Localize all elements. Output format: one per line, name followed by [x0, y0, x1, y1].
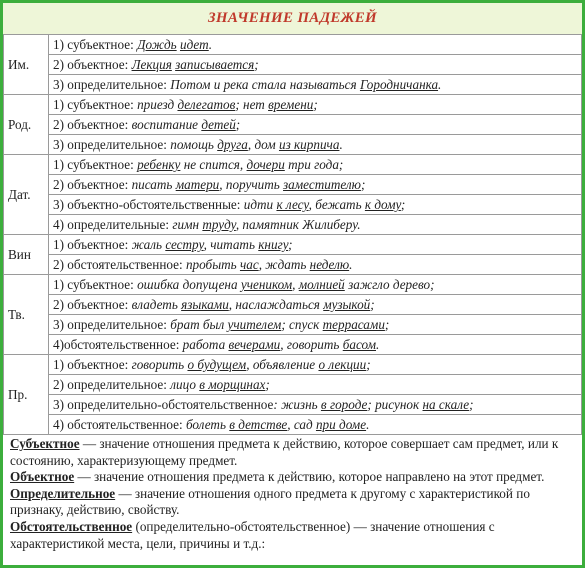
meaning-cell	[49, 355, 582, 375]
example-text: ;	[254, 57, 259, 72]
example	[132, 237, 293, 252]
example-text: , ждать	[258, 257, 310, 272]
meaning-label: 3) определительно-обстоятельственное	[53, 397, 274, 412]
example-text: ,	[292, 277, 299, 292]
example-underlined: к лесу	[276, 197, 309, 212]
example	[273, 397, 473, 412]
meaning-cell	[49, 375, 582, 395]
example	[170, 77, 441, 92]
example	[244, 197, 406, 212]
cases-table	[3, 35, 582, 435]
case-name: Пр.	[4, 355, 49, 435]
example-text: , поручить	[219, 177, 284, 192]
example-underlined: на скале	[422, 397, 470, 412]
example	[170, 377, 270, 392]
example-underlined: делегатов	[177, 97, 236, 112]
example-underlined: террасами	[322, 317, 385, 332]
meaning-cell	[49, 115, 582, 135]
example-text: говорить	[131, 357, 188, 372]
example	[183, 337, 380, 352]
example	[170, 317, 389, 332]
meaning-label: 1) объектное:	[53, 357, 132, 372]
example-text: , объявление	[246, 357, 319, 372]
table-row	[4, 135, 582, 155]
example-underlined: басом	[342, 337, 376, 352]
example-underlined: о будущем	[187, 357, 247, 372]
meaning-label: 2) объектное:	[53, 117, 132, 132]
example-underlined: музыкой	[323, 297, 371, 312]
meaning-cell	[49, 275, 582, 295]
example-underlined: Городничанка	[359, 77, 439, 92]
example-text: не спится,	[180, 157, 247, 172]
example-text: ;	[288, 237, 293, 252]
example-text: , читать	[203, 237, 259, 252]
definition	[10, 486, 576, 519]
table-row	[4, 395, 582, 415]
example-text: .	[376, 337, 380, 352]
example-text: писать	[131, 177, 176, 192]
table-row	[4, 375, 582, 395]
definition	[10, 436, 576, 469]
table-row	[4, 35, 582, 55]
meaning-cell	[49, 335, 582, 355]
example-text: три года;	[284, 157, 344, 172]
case-name: Вин	[4, 235, 49, 275]
example-underlined: Дождь	[137, 37, 177, 52]
example-underlined: книгу	[258, 237, 289, 252]
example-underlined: в морщинах	[199, 377, 266, 392]
example-text: : жизнь	[273, 397, 321, 412]
table-row	[4, 355, 582, 375]
example-text: ;	[360, 177, 366, 192]
meaning-cell	[49, 155, 582, 175]
case-name: Им.	[4, 35, 49, 95]
case-name: Род.	[4, 95, 49, 155]
meaning-label: 2) объектное:	[53, 177, 132, 192]
example-text: болеть	[185, 417, 230, 432]
cases-table-body	[4, 35, 582, 435]
table-row	[4, 195, 582, 215]
example-underlined: сестру	[165, 237, 204, 252]
example-text: .	[366, 417, 370, 432]
meaning-cell	[49, 75, 582, 95]
example	[137, 277, 434, 292]
meaning-cell	[49, 215, 582, 235]
definition-text: — значение отношения предмета к действию, которое совершает сам предмет, или к состоянию, характеризующему предмет.	[10, 436, 559, 468]
example-underlined: друга	[217, 137, 248, 152]
example-text: , бежать	[308, 197, 365, 212]
example-text: ;	[313, 97, 318, 112]
example-underlined: час	[239, 257, 259, 272]
example-underlined: языками	[181, 297, 229, 312]
example-text: , говорить	[280, 337, 343, 352]
meaning-label: 4) обстоятельственное:	[53, 417, 186, 432]
meaning-label: 2) объектное:	[53, 297, 132, 312]
example-text: .	[438, 77, 442, 92]
example-text: зажгло дерево;	[344, 277, 435, 292]
example-text: .	[349, 257, 353, 272]
example	[186, 417, 369, 432]
meaning-label: 1) субъектное:	[53, 277, 138, 292]
example	[132, 357, 371, 372]
example-underlined: в городе	[320, 397, 368, 412]
example	[172, 217, 360, 232]
definition-term: Объектное	[10, 469, 75, 485]
example-text: ;	[366, 357, 371, 372]
table-row	[4, 95, 582, 115]
meaning-cell	[49, 135, 582, 155]
definition-text: — значение отношения предмета к действию, которое направлено на этот предмет.	[74, 469, 545, 485]
example	[186, 257, 352, 272]
example	[132, 297, 375, 312]
title-bar	[3, 3, 582, 35]
example	[137, 37, 212, 52]
meaning-label: 2) определительное:	[53, 377, 171, 392]
example-text: , наслаждаться	[228, 297, 324, 312]
definitions	[3, 435, 582, 552]
example-text: ; рисунок	[367, 397, 423, 412]
table-row	[4, 295, 582, 315]
example-underlined: о лекции	[318, 357, 367, 372]
example-underlined: дочери	[246, 157, 285, 172]
definition-text: (определительно-обстоятельственное) — значение отношения с характеристикой места, цели, причины и т.д.:	[10, 518, 495, 551]
example-text: , дом	[247, 137, 279, 152]
meaning-cell	[49, 95, 582, 115]
meaning-label: 2) объектное:	[53, 57, 132, 72]
example-text: .	[208, 37, 213, 52]
example-underlined: идет	[179, 37, 209, 52]
example-text: ;	[384, 317, 390, 332]
example-underlined: вечерами	[228, 337, 281, 352]
meaning-label: 3) определительное:	[53, 77, 171, 92]
example-text: идти	[243, 197, 277, 212]
case-name: Дат.	[4, 155, 49, 235]
definition-term: Определительное	[10, 485, 116, 501]
example-text: ; спуск	[281, 317, 323, 332]
meaning-label: 1) объектное:	[53, 237, 132, 252]
meaning-label: 1) субъектное:	[53, 37, 138, 52]
example-text: ; нет	[235, 97, 269, 112]
example-underlined: молнией	[298, 277, 345, 292]
meaning-cell	[49, 395, 582, 415]
meaning-label: 1) субъектное:	[53, 157, 138, 172]
example-underlined: ребенку	[137, 157, 181, 172]
table-row	[4, 175, 582, 195]
meaning-label: 4)обстоятельственное:	[53, 337, 183, 352]
example-underlined: заместителю	[283, 177, 361, 192]
example-text: ;	[235, 117, 241, 132]
table-row	[4, 255, 582, 275]
meaning-cell	[49, 55, 582, 75]
example	[137, 157, 343, 172]
table-row	[4, 215, 582, 235]
example-text: жаль	[131, 237, 166, 252]
example-underlined: детей	[201, 117, 236, 132]
example-underlined: при доме	[315, 417, 367, 432]
page-title: ЗНАЧЕНИЕ ПАДЕЖЕЙ	[207, 10, 378, 26]
example-text: Потом и река стала называться	[170, 77, 360, 92]
table-row	[4, 275, 582, 295]
example-text: ошибка допущена	[137, 277, 241, 292]
meaning-label: 3) объектно-обстоятельственные:	[53, 197, 244, 212]
meaning-cell	[49, 235, 582, 255]
table-row	[4, 75, 582, 95]
table-row	[4, 235, 582, 255]
example-text: ;	[400, 197, 406, 212]
example-text: воспитание	[131, 117, 202, 132]
example-text: , памятник Жилиберу.	[235, 217, 361, 232]
example-text: гимн	[172, 217, 203, 232]
meaning-cell	[49, 255, 582, 275]
meaning-cell	[49, 415, 582, 435]
definition	[10, 519, 576, 552]
example-underlined: записывается	[175, 57, 255, 72]
example-underlined: времени	[268, 97, 314, 112]
table-row	[4, 55, 582, 75]
meaning-label: 2) обстоятельственное:	[53, 257, 186, 272]
example-text: помощь	[170, 137, 218, 152]
example-text: ;	[265, 377, 270, 392]
example-text: , сад	[287, 417, 316, 432]
meaning-cell	[49, 175, 582, 195]
table-row	[4, 155, 582, 175]
meaning-label: 4) определительные:	[53, 217, 173, 232]
example-text: пробыть	[185, 257, 240, 272]
example-underlined: учеником	[240, 277, 293, 292]
example	[132, 57, 259, 72]
table-row	[4, 415, 582, 435]
case-name: Тв.	[4, 275, 49, 355]
example-text: ;	[370, 297, 375, 312]
example-underlined: матери	[175, 177, 220, 192]
example-text: владеть	[131, 297, 182, 312]
table-row	[4, 315, 582, 335]
example	[137, 97, 318, 112]
table-row	[4, 115, 582, 135]
example-text: .	[339, 137, 343, 152]
meaning-cell	[49, 195, 582, 215]
example-text: работа	[182, 337, 229, 352]
example-text: лицо	[170, 377, 200, 392]
meaning-cell	[49, 295, 582, 315]
definition-text: — значение отношения одного предмета к другому с характеристикой по признаку, действию, свойству.	[10, 485, 530, 518]
example-text: ;	[469, 397, 474, 412]
example-underlined: к дому	[364, 197, 401, 212]
meaning-label: 1) субъектное:	[53, 97, 138, 112]
meaning-cell	[49, 315, 582, 335]
meaning-label: 3) определительное:	[53, 137, 171, 152]
definition	[10, 469, 576, 486]
definition-term: Обстоятельственное	[10, 518, 133, 534]
example-underlined: учителем	[227, 317, 282, 332]
example-underlined: в детстве	[229, 417, 288, 432]
meaning-label: 3) определительное:	[53, 317, 171, 332]
definition-term: Субъектное	[10, 436, 80, 451]
example	[132, 177, 366, 192]
example-text: приезд	[137, 97, 178, 112]
meaning-cell	[49, 35, 582, 55]
example	[170, 137, 342, 152]
example-underlined: из кирпича	[278, 137, 340, 152]
example-underlined: Лекция	[131, 57, 172, 72]
example-underlined: труду	[202, 217, 236, 232]
table-row	[4, 335, 582, 355]
example-underlined: неделю	[309, 257, 350, 272]
example	[132, 117, 241, 132]
example-text: брат был	[170, 317, 228, 332]
